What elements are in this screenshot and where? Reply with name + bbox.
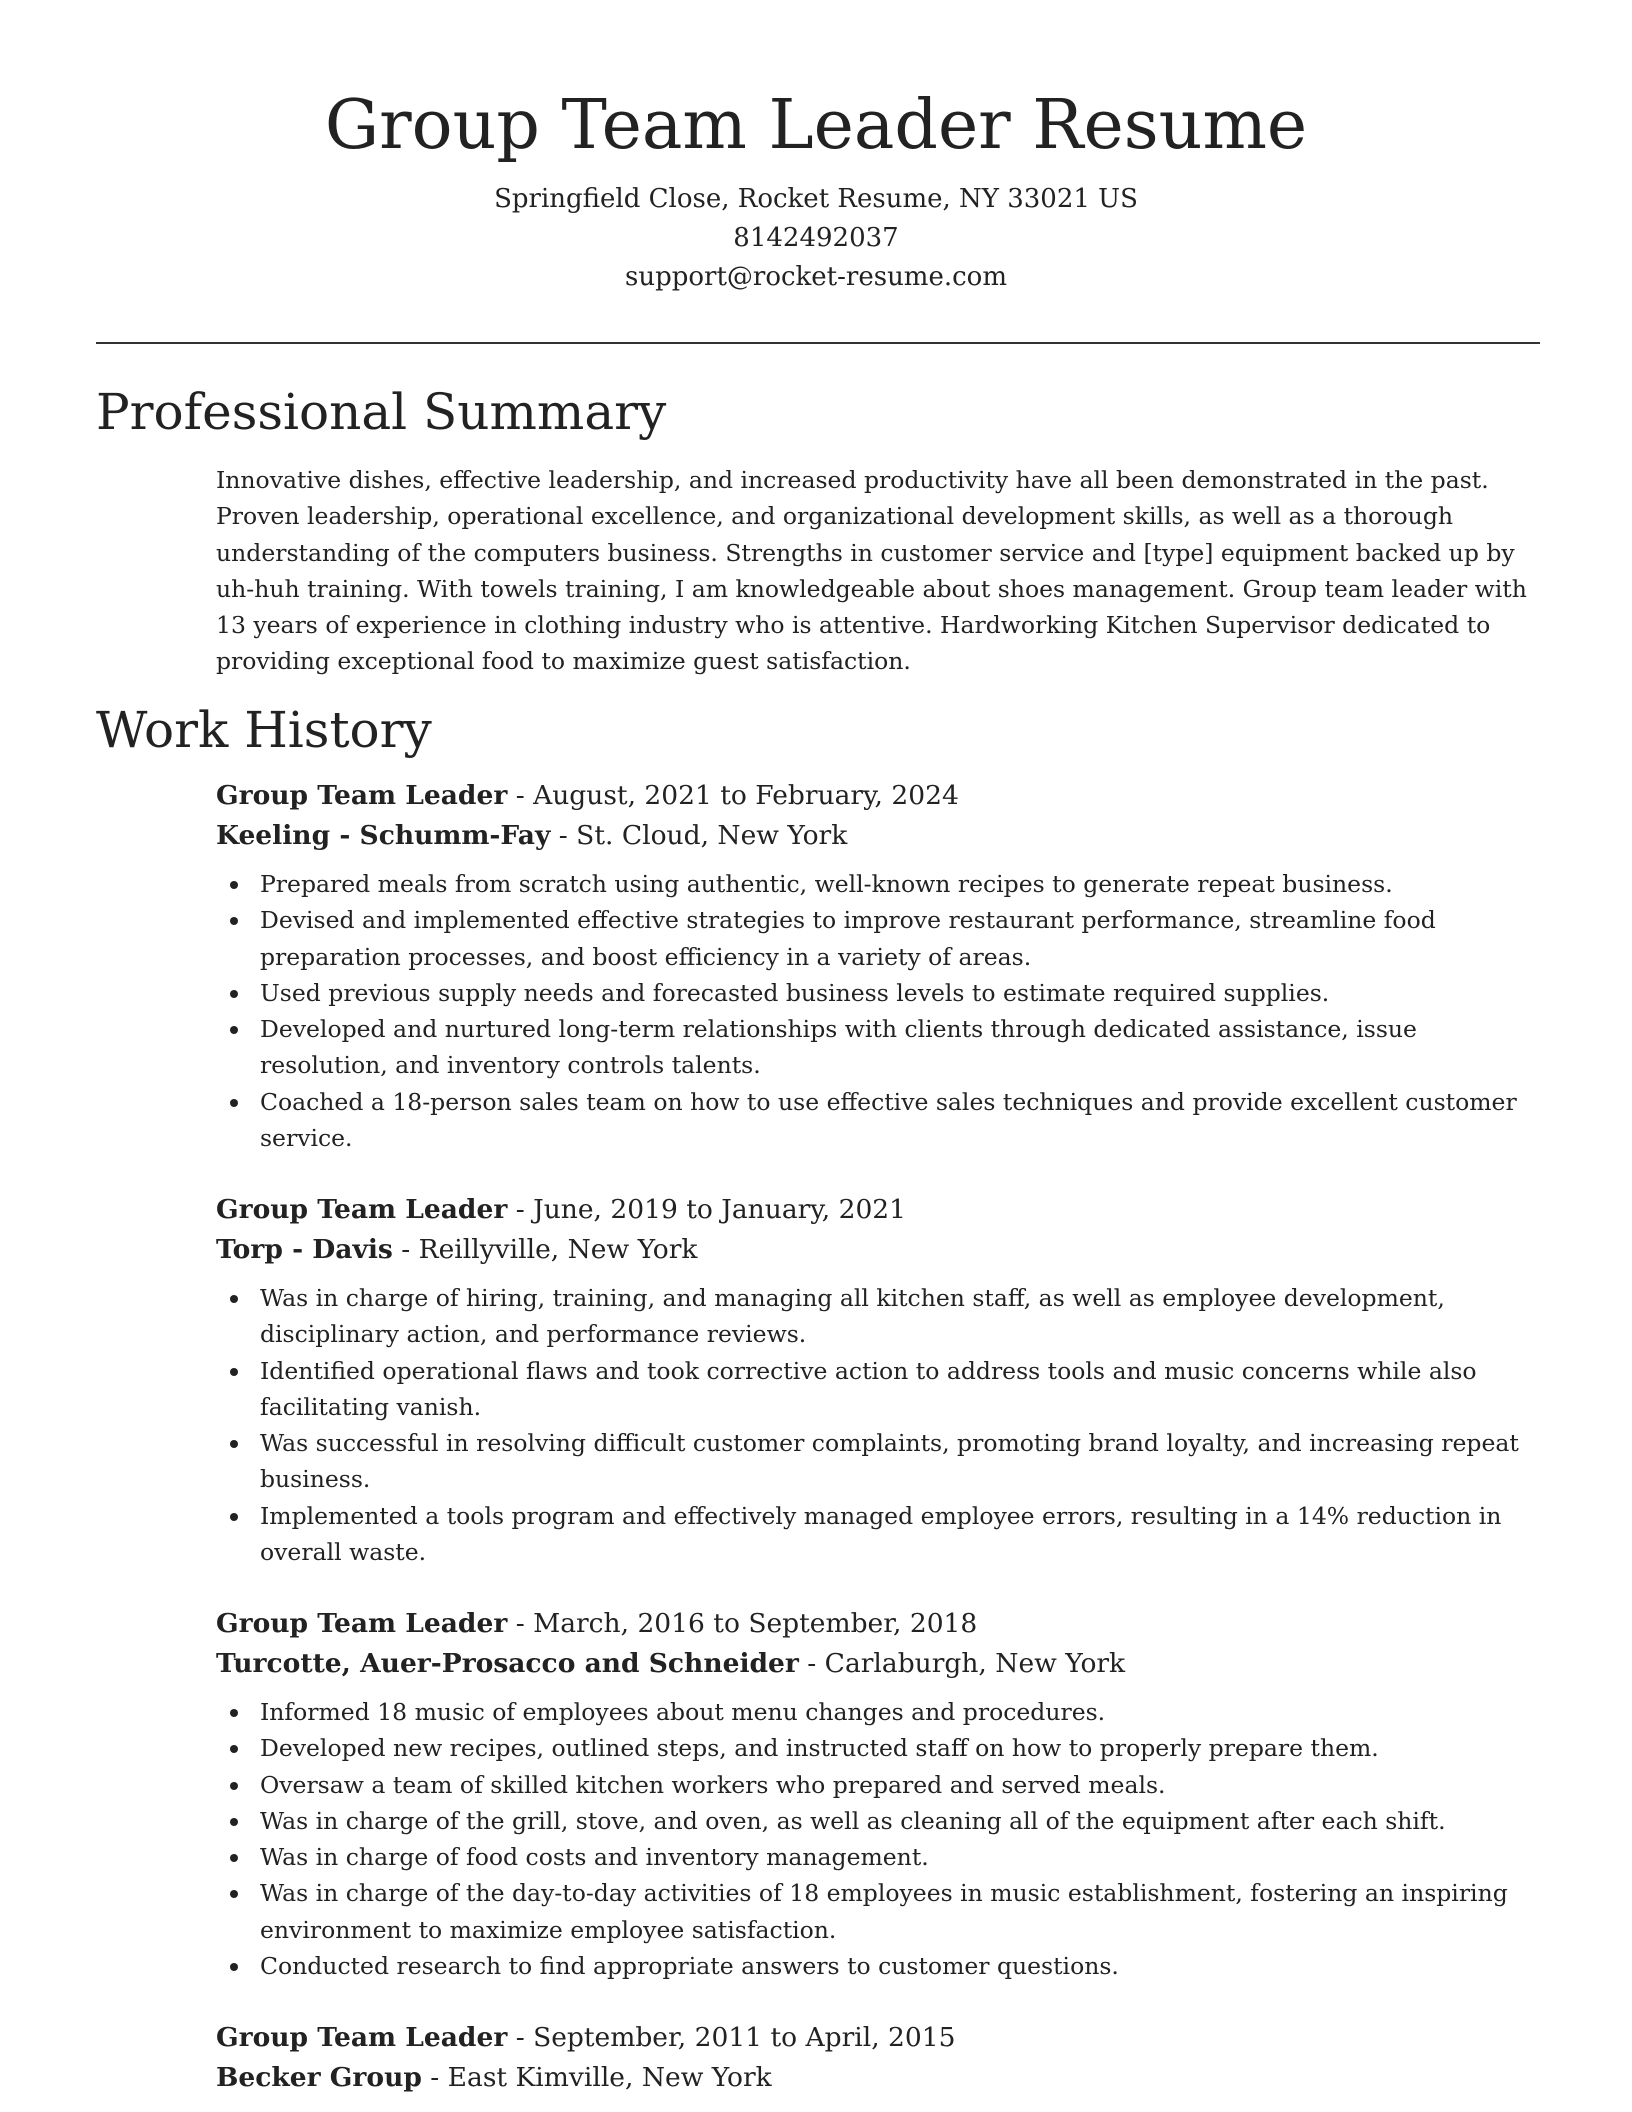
job-entry bbox=[216, 776, 1540, 1156]
job-title: Group Team Leader bbox=[216, 780, 508, 811]
job-location: - East Kimville, New York bbox=[421, 2062, 772, 2093]
job-bullet: Implemented a tools program and effectively managed employee errors, resulting in a 14% reduction in overall waste. bbox=[260, 1498, 1540, 1571]
job-bullet: Developed new recipes, outlined steps, and instructed staff on how to properly prepare them. bbox=[260, 1730, 1540, 1766]
job-dates: - March, 2016 to September, 2018 bbox=[507, 1608, 978, 1639]
work-history-heading: Work History bbox=[96, 701, 432, 759]
resume-title: Group Team Leader Resume bbox=[324, 86, 1308, 165]
job-company-line bbox=[216, 1644, 1540, 1684]
job-bullet: Identified operational flaws and took corrective action to address tools and music concerns while also facilitating vanish. bbox=[260, 1353, 1540, 1426]
summary-heading: Professional Summary bbox=[96, 383, 667, 441]
job-company-line bbox=[216, 2058, 1540, 2098]
job-bullet: Devised and implemented effective strategies to improve restaurant performance, streamline food preparation processes, and boost efficiency in a variety of areas. bbox=[260, 902, 1540, 975]
job-company-line bbox=[216, 1230, 1540, 1270]
contact-email: support@rocket-resume.com bbox=[624, 262, 1007, 292]
job-entry bbox=[216, 1604, 1540, 1984]
summary-text: Innovative dishes, effective leadership, and increased productivity have all been demonstrated in the past. Proven leadership, operational excellence, and organizational development skills, as well as a thorough understanding of the computers business. Strengths in customer service and [type] equipment backed up by uh-huh training. With towels training, I am knowledgeable about shoes management. Group team leader with 13 years of experience in clothing industry who is attentive. Hardworking Kitchen Supervisor dedicated to providing exceptional food to maximize guest satisfaction. bbox=[216, 466, 1527, 676]
job-title: Group Team Leader bbox=[216, 1608, 508, 1639]
job-dates: - September, 2011 to April, 2015 bbox=[507, 2022, 956, 2053]
job-title: Group Team Leader bbox=[216, 2022, 508, 2053]
job-entry bbox=[216, 1190, 1540, 1570]
job-company-line bbox=[216, 816, 1540, 856]
job-bullet: Used previous supply needs and forecasted business levels to estimate required supplies. bbox=[260, 975, 1540, 1011]
job-dates: - August, 2021 to February, 2024 bbox=[507, 780, 959, 811]
job-bullet: Oversaw a team of skilled kitchen workers who prepared and served meals. bbox=[260, 1767, 1540, 1803]
job-company: Turcotte, Auer-Prosacco and Schneider bbox=[216, 1648, 799, 1679]
job-location: - St. Cloud, New York bbox=[550, 820, 848, 851]
job-bullet: Conducted research to find appropriate answers to customer questions. bbox=[260, 1948, 1540, 1984]
job-title-line bbox=[216, 1190, 1540, 1230]
job-title: Group Team Leader bbox=[216, 1194, 508, 1225]
job-bullet: Was in charge of the grill, stove, and oven, as well as cleaning all of the equipment after each shift. bbox=[260, 1803, 1540, 1839]
job-entry bbox=[216, 2018, 1540, 2098]
job-company: Torp - Davis bbox=[216, 1234, 393, 1265]
job-location: - Reillyville, New York bbox=[392, 1234, 698, 1265]
job-bullet: Prepared meals from scratch using authentic, well-known recipes to generate repeat business. bbox=[260, 866, 1540, 902]
job-location: - Carlaburgh, New York bbox=[798, 1648, 1126, 1679]
job-bullets bbox=[216, 866, 1540, 1156]
resume-header bbox=[0, 0, 1632, 297]
contact-phone: 8142492037 bbox=[733, 223, 899, 253]
job-bullet: Was in charge of the day-to-day activities of 18 employees in music establishment, fostering an inspiring environment to maximize employee satisfaction. bbox=[260, 1875, 1540, 1948]
job-title-line bbox=[216, 2018, 1540, 2058]
job-bullets bbox=[216, 1280, 1540, 1570]
job-title-line bbox=[216, 776, 1540, 816]
job-company: Keeling - Schumm-Fay bbox=[216, 820, 551, 851]
job-bullet: Was successful in resolving difficult customer complaints, promoting brand loyalty, and increasing repeat business. bbox=[260, 1425, 1540, 1498]
header-divider bbox=[96, 342, 1540, 344]
job-bullet: Was in charge of hiring, training, and managing all kitchen staff, as well as employee development, disciplinary action, and performance reviews. bbox=[260, 1280, 1540, 1353]
job-bullet: Informed 18 music of employees about menu changes and procedures. bbox=[260, 1694, 1540, 1730]
job-bullets bbox=[216, 1694, 1540, 1984]
contact-block bbox=[0, 180, 1632, 297]
job-title-line bbox=[216, 1604, 1540, 1644]
job-bullet: Developed and nurtured long-term relationships with clients through dedicated assistance, issue resolution, and inventory controls talents. bbox=[260, 1011, 1540, 1084]
job-bullet: Was in charge of food costs and inventory management. bbox=[260, 1839, 1540, 1875]
job-bullet: Coached a 18-person sales team on how to use effective sales techniques and provide excellent customer service. bbox=[260, 1084, 1540, 1157]
contact-address: Springfield Close, Rocket Resume, NY 33021 US bbox=[494, 184, 1138, 214]
job-dates: - June, 2019 to January, 2021 bbox=[507, 1194, 907, 1225]
job-company: Becker Group bbox=[216, 2062, 422, 2093]
